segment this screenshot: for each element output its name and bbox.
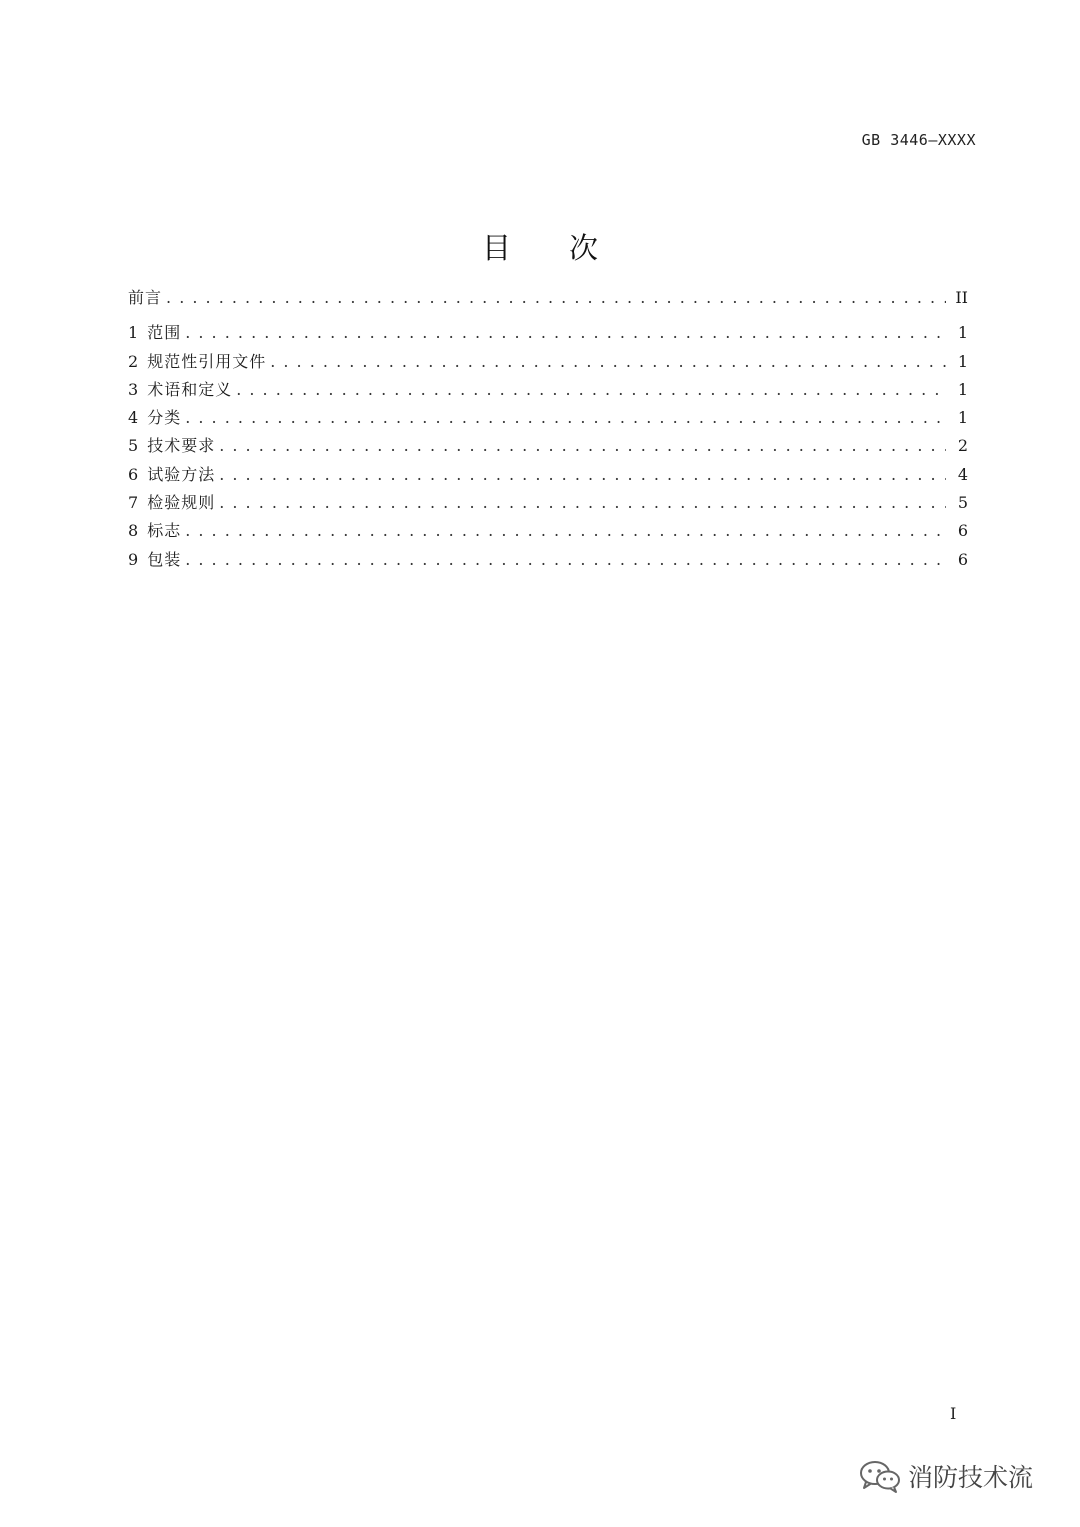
- toc-leader-dots: [219, 461, 946, 489]
- toc-entry-label: [128, 376, 236, 404]
- toc-leader-dots: [219, 489, 946, 517]
- watermark: [858, 1458, 1033, 1494]
- toc-entry-number: 7: [128, 493, 140, 513]
- toc-entry-title: 标志: [147, 521, 182, 541]
- toc-entry-number: 3: [128, 379, 140, 399]
- toc-entry-page: 6: [946, 546, 968, 574]
- toc-entry-number: 6: [128, 464, 140, 484]
- toc-title-part1: 目: [481, 231, 511, 265]
- toc-entry-label: [128, 432, 219, 460]
- toc-entry-label: [128, 517, 185, 545]
- toc-entry-technical-requirements[interactable]: [128, 432, 968, 460]
- toc-entry-label: [128, 284, 166, 312]
- toc-leader-dots: [185, 546, 946, 574]
- wechat-icon: [858, 1458, 902, 1494]
- toc-entry-page: 1: [946, 319, 968, 347]
- toc-entry-number: 8: [128, 521, 140, 541]
- toc-leader-dots: [185, 404, 946, 432]
- toc-entry-number: 4: [128, 408, 140, 428]
- toc-entry-title: 规范性引用文件: [147, 351, 267, 371]
- toc-entry-scope[interactable]: [128, 319, 968, 347]
- toc-entry-label: [128, 348, 270, 376]
- toc-entry-label: [128, 461, 219, 489]
- toc-entry-page: 5: [946, 489, 968, 517]
- toc-entry-title: 前言: [128, 288, 163, 307]
- toc-entry-label: [128, 404, 185, 432]
- toc-entry-preface[interactable]: [128, 284, 968, 312]
- toc-entry-number: 2: [128, 351, 140, 371]
- toc-entry-label: [128, 546, 185, 574]
- toc-entry-number: 5: [128, 436, 140, 456]
- toc-entry-page: 4: [946, 461, 968, 489]
- toc-entry-label: [128, 319, 185, 347]
- toc-leader-dots: [185, 319, 946, 347]
- toc-entry-number: 1: [128, 323, 140, 343]
- toc-entry-inspection-rules[interactable]: [128, 489, 968, 517]
- toc-entry-title: 试验方法: [147, 464, 216, 484]
- toc-entry-title: 术语和定义: [147, 379, 233, 399]
- toc-title: [0, 226, 1080, 267]
- toc-leader-dots: [166, 284, 946, 312]
- toc-entry-number: 9: [128, 549, 140, 569]
- toc-leader-dots: [270, 348, 946, 376]
- toc-leader-dots: [185, 517, 946, 545]
- toc-leader-dots: [219, 432, 946, 460]
- page-number: I: [950, 1404, 957, 1423]
- toc-entry-title: 技术要求: [147, 436, 216, 456]
- toc-entry-classification[interactable]: [128, 404, 968, 432]
- toc-entry-title: 范围: [147, 323, 182, 343]
- toc-entry-page: 1: [946, 376, 968, 404]
- toc-entry-title: 分类: [147, 408, 182, 428]
- toc-entry-page: 1: [946, 404, 968, 432]
- table-of-contents: [128, 284, 968, 574]
- toc-entry-terms-definitions[interactable]: [128, 376, 968, 404]
- toc-entry-page: 2: [946, 432, 968, 460]
- toc-title-part2: 次: [569, 231, 599, 265]
- toc-entry-marking[interactable]: [128, 517, 968, 545]
- toc-leader-dots: [236, 376, 946, 404]
- toc-entry-packaging[interactable]: [128, 546, 968, 574]
- toc-entry-normative-references[interactable]: [128, 348, 968, 376]
- toc-entry-page: 1: [946, 348, 968, 376]
- toc-entry-label: [128, 489, 219, 517]
- toc-entry-page: 6: [946, 517, 968, 545]
- toc-entry-title: 检验规则: [147, 493, 216, 513]
- standard-code: GB 3446—XXXX: [861, 131, 976, 149]
- toc-entry-page: II: [946, 284, 968, 312]
- toc-entry-title: 包装: [147, 549, 182, 569]
- toc-entry-test-methods[interactable]: [128, 461, 968, 489]
- watermark-text: 消防技术流: [908, 1463, 1034, 1492]
